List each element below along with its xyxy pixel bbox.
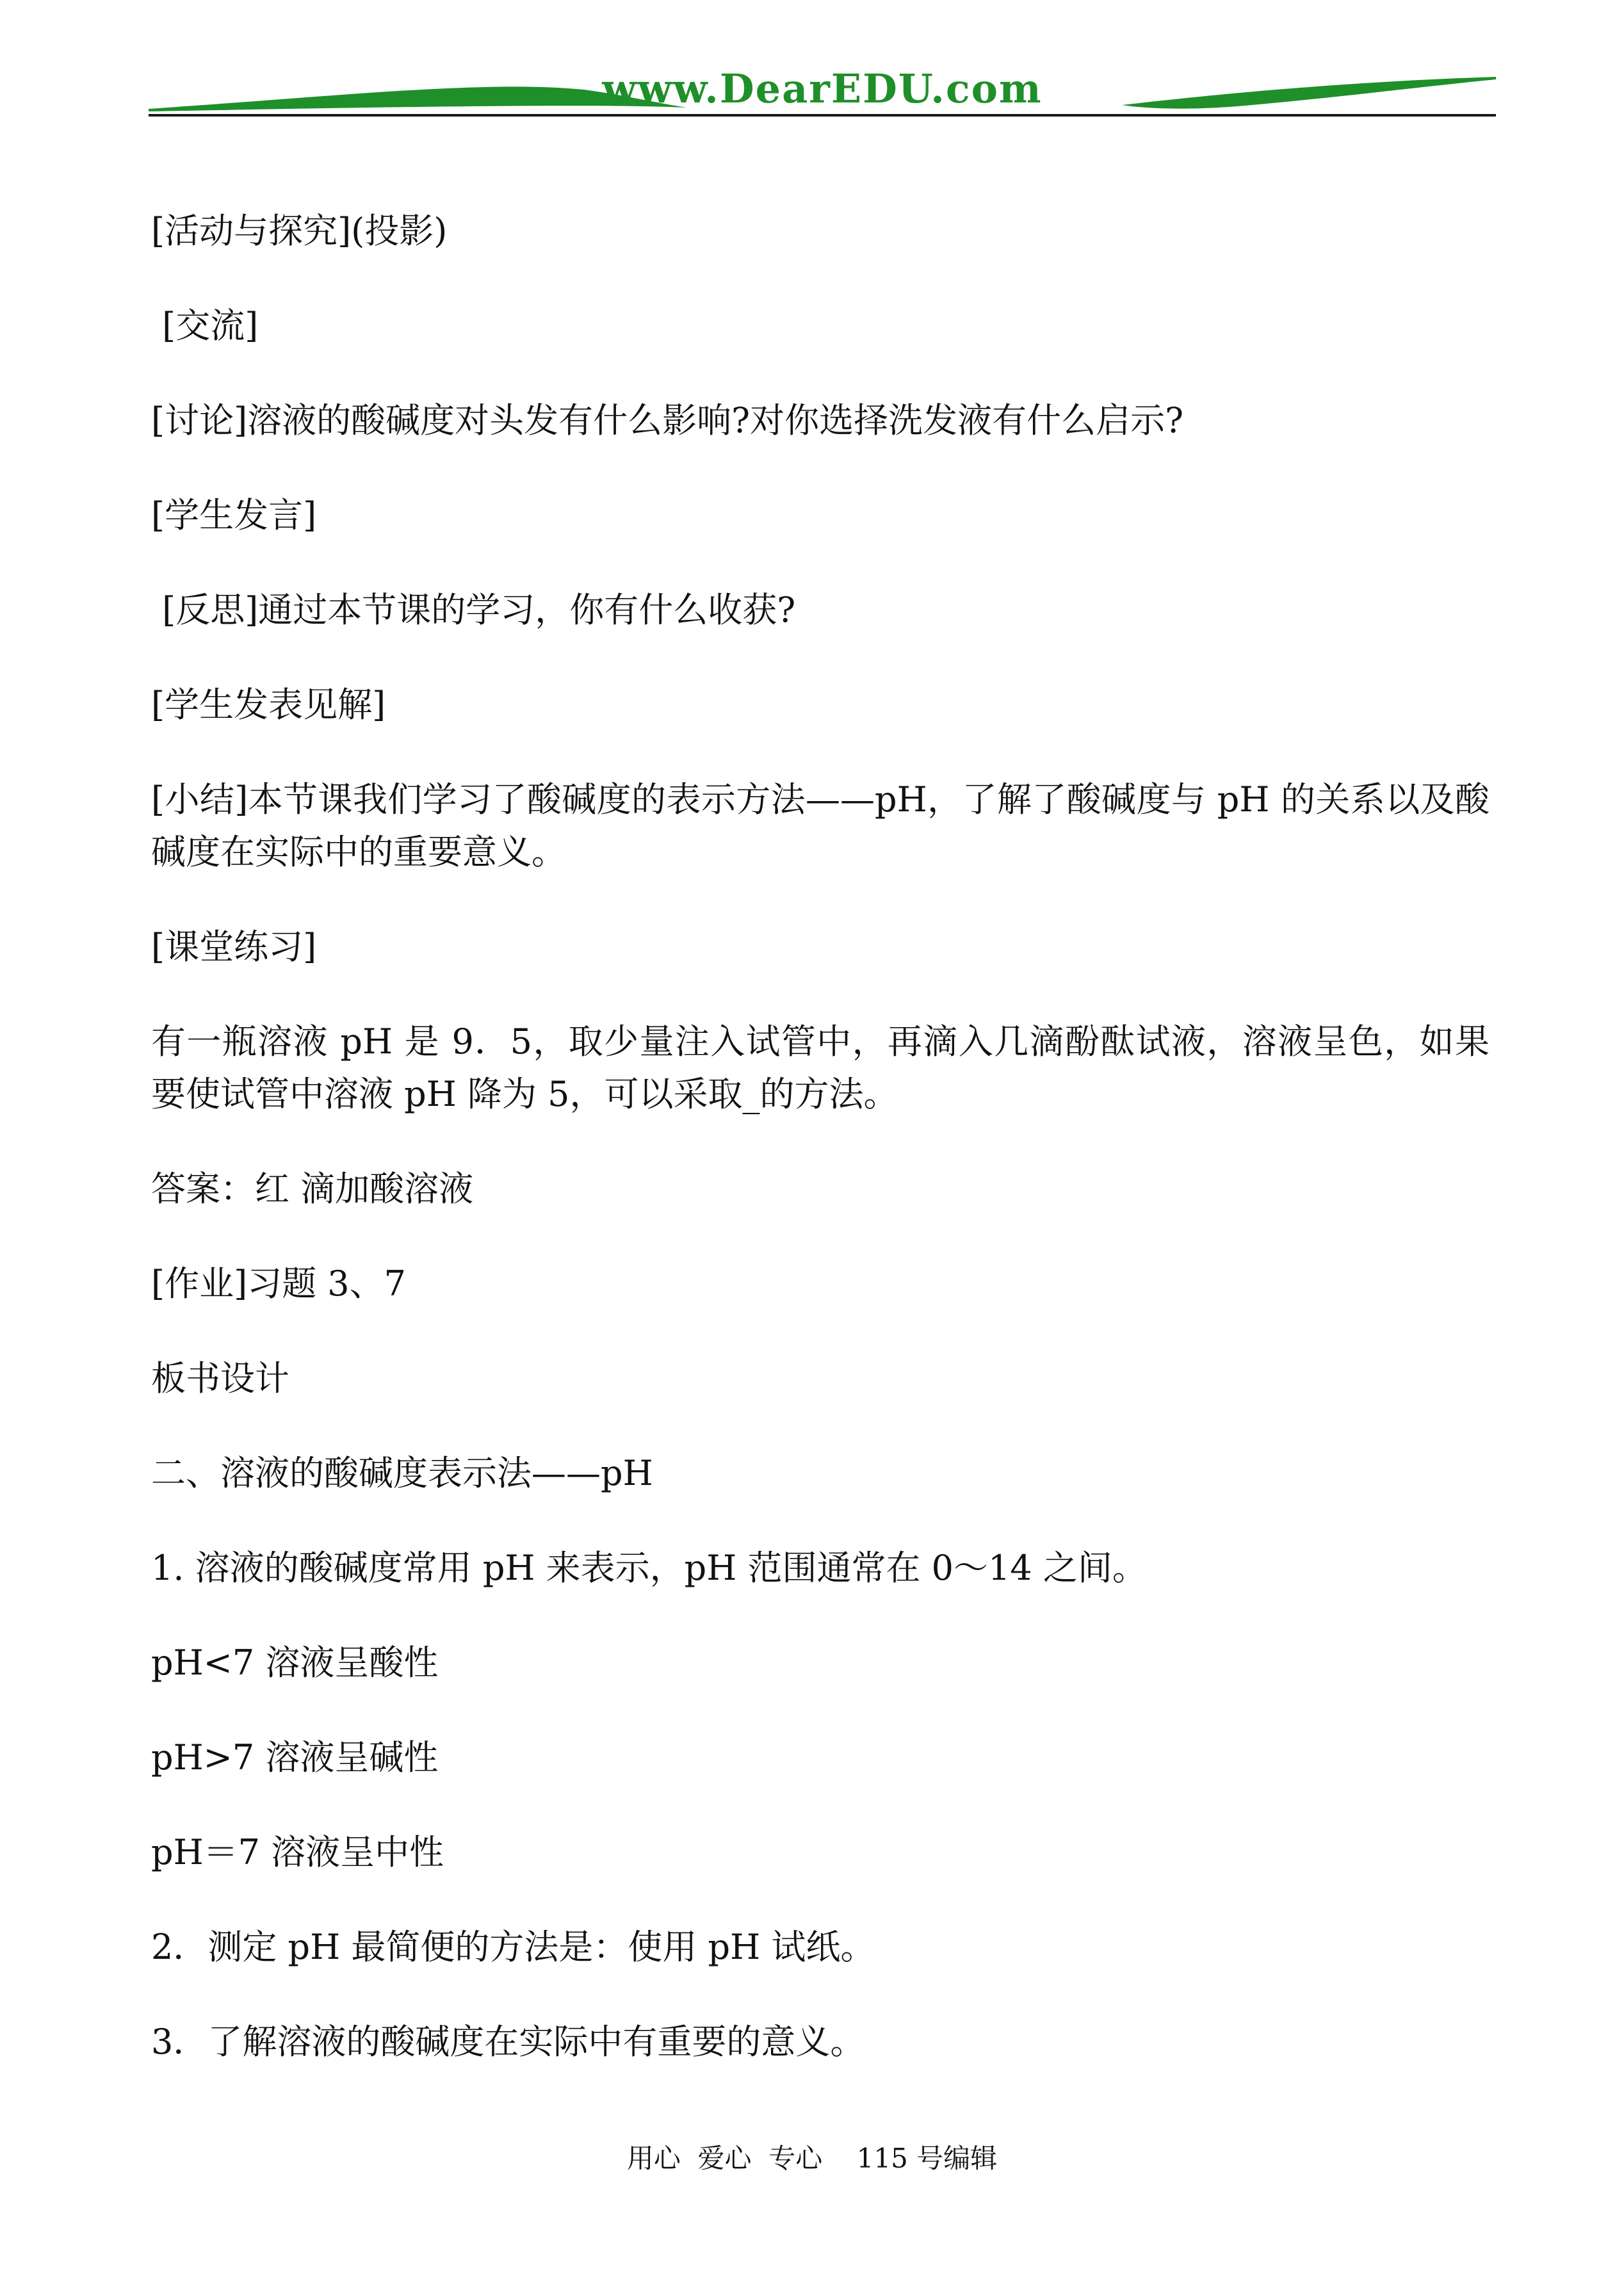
paragraph-activity: [活动与探究](投影) xyxy=(151,211,448,251)
paragraph-ph-basic: pH>7 溶液呈碱性 xyxy=(151,1737,439,1778)
paragraph-summary: [小结]本节课我们学习了酸碱度的表示方法——pH，了解了酸碱度与 pH 的关系以及酸碱度在实际中的重要意义。 xyxy=(151,779,1490,872)
paragraph-point-3: 3．了解溶液的酸碱度在实际中有重要的意义。 xyxy=(151,2022,865,2062)
paragraph-student-speech: [学生发言] xyxy=(151,495,317,535)
paragraph-student-views: [学生发表见解] xyxy=(151,685,386,725)
paragraph-practice-heading: [课堂练习] xyxy=(151,927,317,967)
paragraph-point-2: 2．测定 pH 最简便的方法是：使用 pH 试纸。 xyxy=(151,1927,875,1967)
paragraph-section-title: 二、溶液的酸碱度表示法——pH xyxy=(151,1453,653,1493)
site-logo: www.DearEDU.com xyxy=(602,65,1043,112)
paragraph-ph-neutral: pH＝7 溶液呈中性 xyxy=(151,1832,444,1872)
paragraph-homework: [作业]习题 3、7 xyxy=(151,1263,407,1304)
paragraph-practice-question: 有一瓶溶液 pH 是 9．5，取少量注入试管中，再滴入几滴酚酞试液，溶液呈色，如果要使试管中溶液 pH 降为 5，可以采取_的方法。 xyxy=(151,1021,1490,1114)
header-rule xyxy=(149,114,1496,117)
paragraph-reflection: [反思]通过本节课的学习，你有什么收获? xyxy=(151,590,796,630)
document-body xyxy=(151,205,1490,2111)
paragraph-board-design: 板书设计 xyxy=(151,1358,289,1399)
paragraph-ph-acidic: pH<7 溶液呈酸性 xyxy=(151,1642,439,1683)
paragraph-point-1: 1. 溶液的酸碱度常用 pH 来表示，pH 范围通常在 0～14 之间。 xyxy=(151,1548,1147,1588)
paragraph-answer: 答案：红 滴加酸溶液 xyxy=(151,1169,474,1209)
paragraph-discussion: [讨论]溶液的酸碱度对头发有什么影响?对你选择洗发液有什么启示? xyxy=(151,400,1184,441)
page-footer: 用心 爱心 专心 115 号编辑 xyxy=(626,2143,998,2174)
paragraph-exchange: [交流] xyxy=(151,305,259,346)
page-header xyxy=(149,64,1496,128)
